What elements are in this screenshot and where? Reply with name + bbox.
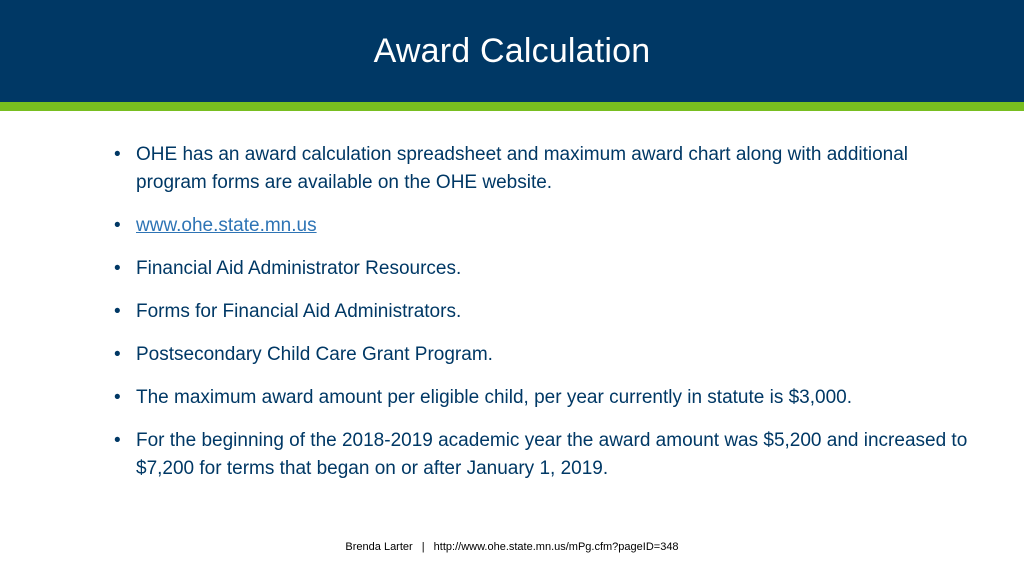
bullet-marker: • [114, 301, 121, 322]
bullet-text: OHE has an award calculation spreadsheet and maximum award chart along with additional program forms are available on the OHE website. [136, 144, 909, 193]
bullet-item [114, 427, 984, 483]
bullet-text: Forms for Financial Aid Administrators. [136, 301, 462, 322]
bullet-marker: • [114, 258, 121, 279]
bullet-marker: • [114, 344, 121, 365]
bullet-marker: • [114, 430, 121, 451]
bullet-marker: • [114, 387, 121, 408]
title-bar [0, 0, 1024, 102]
ohe-website-link[interactable]: www.ohe.state.mn.us [136, 215, 317, 236]
bullet-text: The maximum award amount per eligible child, per year currently in statute is $3,000. [136, 387, 853, 408]
bullet-item [114, 141, 984, 197]
bullet-item [114, 298, 984, 326]
bullet-marker: • [114, 215, 121, 236]
bullet-item [114, 255, 984, 283]
slide-footer [0, 541, 1024, 553]
bullet-text: Financial Aid Administrator Resources. [136, 258, 462, 279]
bullet-marker: • [114, 144, 121, 165]
bullet-text: For the beginning of the 2018-2019 academic year the award amount was $5,200 and increased to $7,200 for terms that began on or after January 1, 2019. [136, 430, 968, 479]
bullet-list [114, 141, 984, 498]
bullet-item [114, 384, 984, 412]
bullet-item [114, 212, 984, 240]
footer-author: Brenda Larter [345, 541, 413, 553]
bullet-text: Postsecondary Child Care Grant Program. [136, 344, 493, 365]
bullet-item [114, 341, 984, 369]
slide-title: Award Calculation [373, 31, 651, 70]
accent-stripe [0, 102, 1024, 111]
footer-separator: | [421, 541, 425, 553]
footer-url: http://www.ohe.state.mn.us/mPg.cfm?pageID=348 [433, 541, 679, 553]
